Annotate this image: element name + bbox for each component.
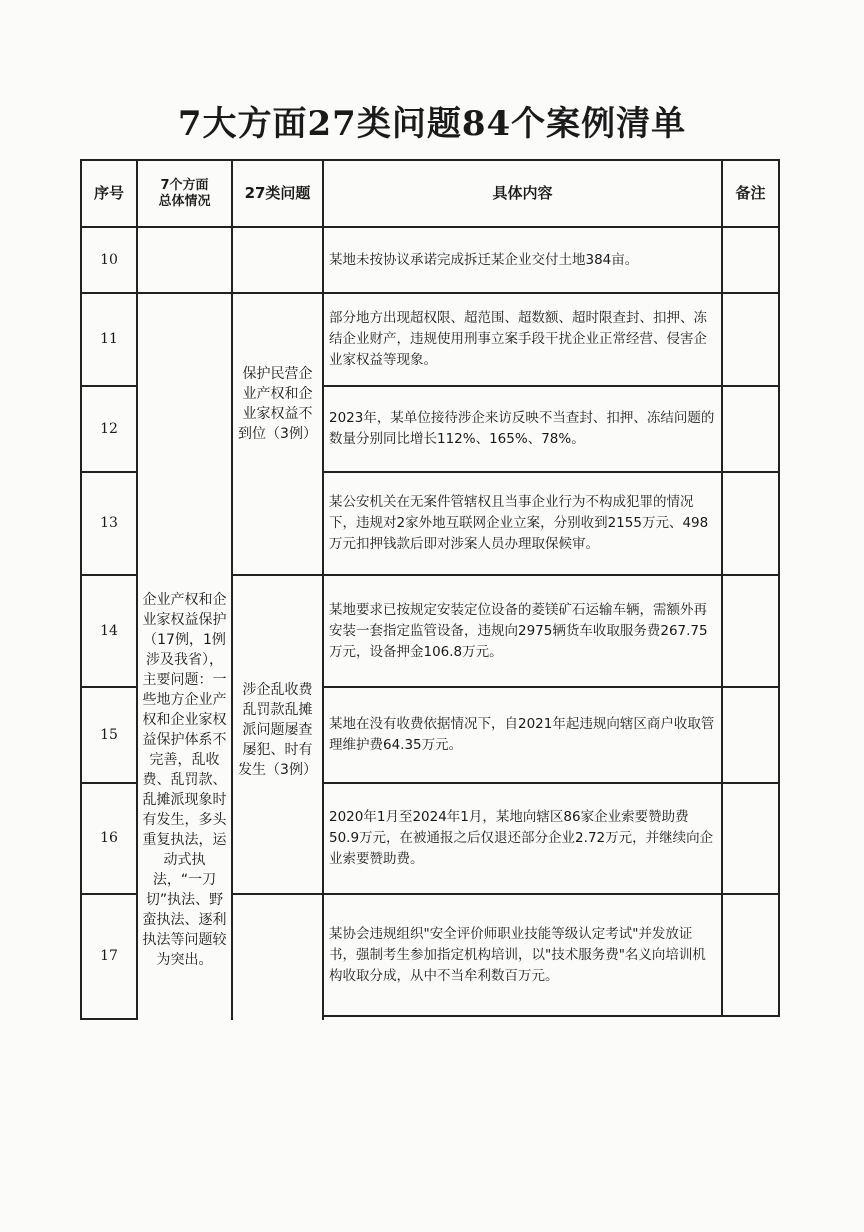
row-seq: 15 xyxy=(100,726,118,743)
header-category: 27类问题 xyxy=(244,184,311,202)
row-content: 某地要求已按规定安装定位设备的菱镁矿石运输车辆，需额外再安装一套指定监管设备，违规向2975辆货车收取服务费267.75万元，设备押金106.8万元。 xyxy=(329,601,708,660)
header-aspect-line2: 总体情况 xyxy=(158,193,211,209)
row-content: 2023年，某单位接待涉企来访反映不当查封、扣押、冻结问题的数量分别同比增长112%、165%、78%。 xyxy=(329,410,715,447)
category-property-protection: 保护民营企业产权和企业家权益不到位（3例） xyxy=(238,366,317,442)
header-seq: 序号 xyxy=(93,184,124,202)
row-content: 某地未按协议承诺完成拆迁某企业交付土地384亩。 xyxy=(329,251,639,268)
category-arbitrary-charges: 涉企乱收费乱罚款乱摊派问题屡查屡犯、时有发生（3例） xyxy=(238,681,317,778)
row-seq: 12 xyxy=(100,420,118,437)
row-content: 某地在没有收费依据情况下，自2021年起违规向辖区商户收取管理维护费64.35万元。 xyxy=(329,716,715,753)
header-aspect xyxy=(138,161,231,226)
row-seq: 14 xyxy=(100,622,118,639)
row-seq: 10 xyxy=(100,251,118,268)
row-seq: 13 xyxy=(100,515,118,531)
row-seq: 16 xyxy=(100,830,118,846)
row-content: 某公安机关在无案件管辖权且当事企业行为不构成犯罪的情况下，违规对2家外地互联网企业立案，分别收到2155万元、498万元扣押钱款后即对涉案人员办理取保候审。 xyxy=(329,494,709,552)
header-aspect-line1: 7个方面 xyxy=(160,177,209,193)
row-content: 某协会违规组织"安全评价师职业技能等级认定考试"并发放证书，强制考生参加指定机构培训，以"技术服务费"名义向培训机构收取分成，从中不当牟利数百万元。 xyxy=(329,925,706,984)
row-content: 2020年1月至2024年1月，某地向辖区86家企业索要赞助费50.9万元，在被通报之后仅退还部分企业2.72万元，并继续向企业索要赞助费。 xyxy=(329,809,714,867)
row-content: 部分地方出现超权限、超范围、超数额、超时限查封、扣押、冻结企业财产，违规使用刑事立案手段干扰企业正常经营、侵害企业家权益等现象。 xyxy=(329,310,707,368)
header-remarks: 备注 xyxy=(735,184,766,202)
document-title: 7大方面27类问题84个案例清单 xyxy=(177,104,687,144)
header-content: 具体内容 xyxy=(492,184,553,202)
row-seq: 11 xyxy=(100,331,118,347)
aspect-summary: 企业产权和企业家权益保护（17例，1例涉及我省），主要问题：一些地方企业产权和企业家权益保护体系不完善，乱收费、乱罚款、乱摊派现象时有发生，多头重复执法，运动式执法，“一刀切”执法、野蛮执法、逐利执法等问题较为突出。 xyxy=(142,592,227,968)
row-seq: 17 xyxy=(100,948,118,964)
